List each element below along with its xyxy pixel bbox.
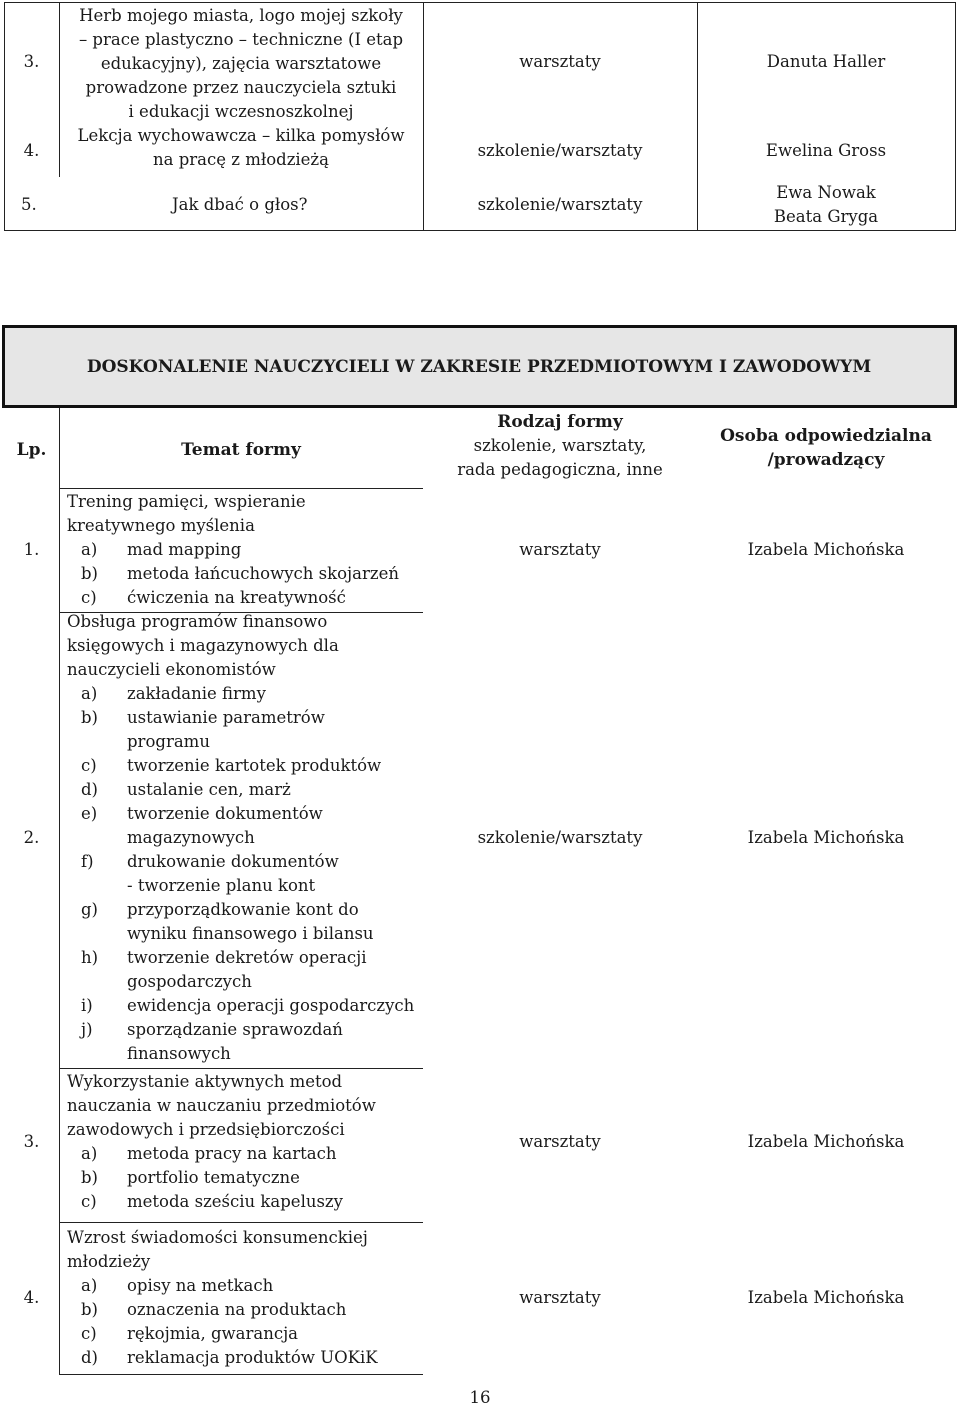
- header-person-line: /prowadzący: [767, 450, 885, 470]
- item-text: oznaczenia na produktach: [127, 1300, 347, 1319]
- topic-line: młodzieży: [67, 1252, 151, 1271]
- header-topic: Temat formy: [181, 440, 301, 460]
- item-marker: b): [81, 1168, 98, 1187]
- form-cell: warsztaty: [519, 1132, 601, 1151]
- item-text: [127, 706, 437, 754]
- item-marker: f): [81, 852, 94, 871]
- topic-line: nauczania w nauczaniu przedmiotów: [67, 1096, 376, 1115]
- item-line: drukowanie dokumentów: [127, 852, 339, 871]
- page-number: 16: [469, 1388, 491, 1407]
- topic-line: na pracę z młodzieżą: [153, 150, 329, 169]
- lp-cell: 2.: [23, 828, 40, 847]
- item-text: portfolio tematyczne: [127, 1168, 300, 1187]
- header-form: [423, 410, 697, 482]
- topic-title: [67, 610, 417, 682]
- item-text: ewidencja operacji gospodarczych: [127, 996, 415, 1015]
- item-marker: c): [81, 756, 97, 775]
- section-title: DOSKONALENIE NAUCZYCIELI W ZAKRESIE PRZEDMIOTOWYM I ZAWODOWYM: [86, 357, 872, 377]
- item-marker: a): [81, 540, 98, 559]
- form-cell: warsztaty: [519, 52, 601, 71]
- topic-title: [67, 1070, 417, 1142]
- item-line: przyporządkowanie kont do: [127, 900, 359, 919]
- header-person: [697, 424, 955, 472]
- topic-line: prowadzone przez nauczyciela sztuki: [85, 78, 397, 97]
- person-line: Ewa Nowak: [776, 183, 876, 202]
- lp-cell: 3.: [23, 1132, 40, 1151]
- topic-title: [67, 1226, 417, 1274]
- item-text: metoda pracy na kartach: [127, 1144, 337, 1163]
- lp-cell: 3.: [23, 52, 40, 71]
- item-line: sporządzanie sprawozdań: [127, 1020, 343, 1039]
- item-marker: g): [81, 900, 98, 919]
- item-text: [127, 802, 437, 850]
- lp-cell: 4.: [23, 141, 40, 160]
- item-line: tworzenie dokumentów: [127, 804, 323, 823]
- item-marker: b): [81, 1300, 98, 1319]
- item-text: [127, 898, 437, 946]
- item-text: [127, 850, 437, 898]
- item-line: wyniku finansowego i bilansu: [127, 924, 374, 943]
- form-cell: szkolenie/warsztaty: [477, 141, 643, 160]
- topic-line: nauczycieli ekonomistów: [67, 660, 276, 679]
- topic-line: księgowych i magazynowych dla: [67, 636, 339, 655]
- item-line: magazynowych: [127, 828, 255, 847]
- item-marker: a): [81, 1276, 98, 1295]
- topic-line: Lekcja wychowawcza – kilka pomysłów: [77, 126, 405, 145]
- item-text: [127, 1018, 437, 1066]
- item-text: rękojmia, gwarancja: [127, 1324, 299, 1343]
- item-text: [127, 946, 437, 994]
- topic-line: – prace plastyczno – techniczne (I etap: [78, 30, 404, 49]
- topic-cell: Jak dbać o głos?: [172, 195, 308, 214]
- topic-line: i edukacji wczesnoszkolnej: [128, 102, 354, 121]
- item-text: reklamacja produktów UOKiK: [127, 1348, 378, 1367]
- topic-line: kreatywnego myślenia: [67, 516, 255, 535]
- person-cell: Ewelina Gross: [765, 141, 887, 160]
- item-marker: a): [81, 1144, 98, 1163]
- header-person-line: Osoba odpowiedzialna: [720, 426, 932, 446]
- item-marker: b): [81, 564, 98, 583]
- item-marker: d): [81, 780, 98, 799]
- header-lp: Lp.: [16, 440, 47, 460]
- item-marker: b): [81, 708, 98, 727]
- item-marker: i): [81, 996, 93, 1015]
- item-line: - tworzenie planu kont: [127, 876, 316, 895]
- topic-cell: [59, 4, 423, 124]
- topic-line: Herb mojego miasta, logo mojej szkoły: [79, 6, 403, 25]
- form-cell: warsztaty: [519, 540, 601, 559]
- item-marker: j): [81, 1020, 93, 1039]
- person-cell: Izabela Michońska: [747, 828, 905, 847]
- person-cell: Izabela Michońska: [747, 1132, 905, 1151]
- topic-line: zawodowych i przedsiębiorczości: [67, 1120, 345, 1139]
- lp-cell: 4.: [23, 1288, 40, 1307]
- person-cell: Danuta Haller: [766, 52, 886, 71]
- item-line: gospodarczych: [127, 972, 252, 991]
- header-form-title: Rodzaj formy: [497, 412, 623, 432]
- topic-title: [67, 490, 417, 538]
- item-line: programu: [127, 732, 210, 751]
- topic-line: edukacyjny), zajęcia warsztatowe: [100, 54, 382, 73]
- item-text: opisy na metkach: [127, 1276, 274, 1295]
- form-cell: szkolenie/warsztaty: [477, 195, 643, 214]
- item-marker: a): [81, 684, 98, 703]
- item-marker: e): [81, 804, 98, 823]
- item-text: ustalanie cen, marż: [127, 780, 291, 799]
- person-line: Beata Gryga: [773, 207, 879, 226]
- item-text: ćwiczenia na kreatywność: [127, 588, 346, 607]
- item-line: finansowych: [127, 1044, 231, 1063]
- topic-cell: [59, 124, 423, 172]
- topic-line: Obsługa programów finansowo: [67, 612, 328, 631]
- item-marker: c): [81, 1192, 97, 1211]
- header-form-sub: rada pedagogiczna, inne: [457, 460, 663, 479]
- lp-cell: 5.: [21, 195, 37, 214]
- topic-line: Wykorzystanie aktywnych metod: [67, 1072, 343, 1091]
- item-marker: c): [81, 588, 97, 607]
- item-marker: h): [81, 948, 99, 967]
- topic-line: Wzrost świadomości konsumenckiej: [67, 1228, 368, 1247]
- form-cell: szkolenie/warsztaty: [477, 828, 643, 847]
- item-text: metoda łańcuchowych skojarzeń: [127, 564, 399, 583]
- item-text: zakładanie firmy: [127, 684, 266, 703]
- item-text: tworzenie kartotek produktów: [127, 756, 382, 775]
- person-cell: [697, 181, 955, 229]
- lp-cell: 1.: [23, 540, 40, 559]
- item-text: mad mapping: [127, 540, 242, 559]
- topic-line: Trening pamięci, wspieranie: [67, 492, 306, 511]
- person-cell: Izabela Michońska: [747, 1288, 905, 1307]
- form-cell: warsztaty: [519, 1288, 601, 1307]
- item-line: ustawianie parametrów: [127, 708, 325, 727]
- header-form-sub: szkolenie, warsztaty,: [473, 436, 647, 455]
- item-text: metoda sześciu kapeluszy: [127, 1192, 343, 1211]
- item-line: tworzenie dekretów operacji: [127, 948, 367, 967]
- person-cell: Izabela Michońska: [747, 540, 905, 559]
- item-marker: c): [81, 1324, 97, 1343]
- item-marker: d): [81, 1348, 98, 1367]
